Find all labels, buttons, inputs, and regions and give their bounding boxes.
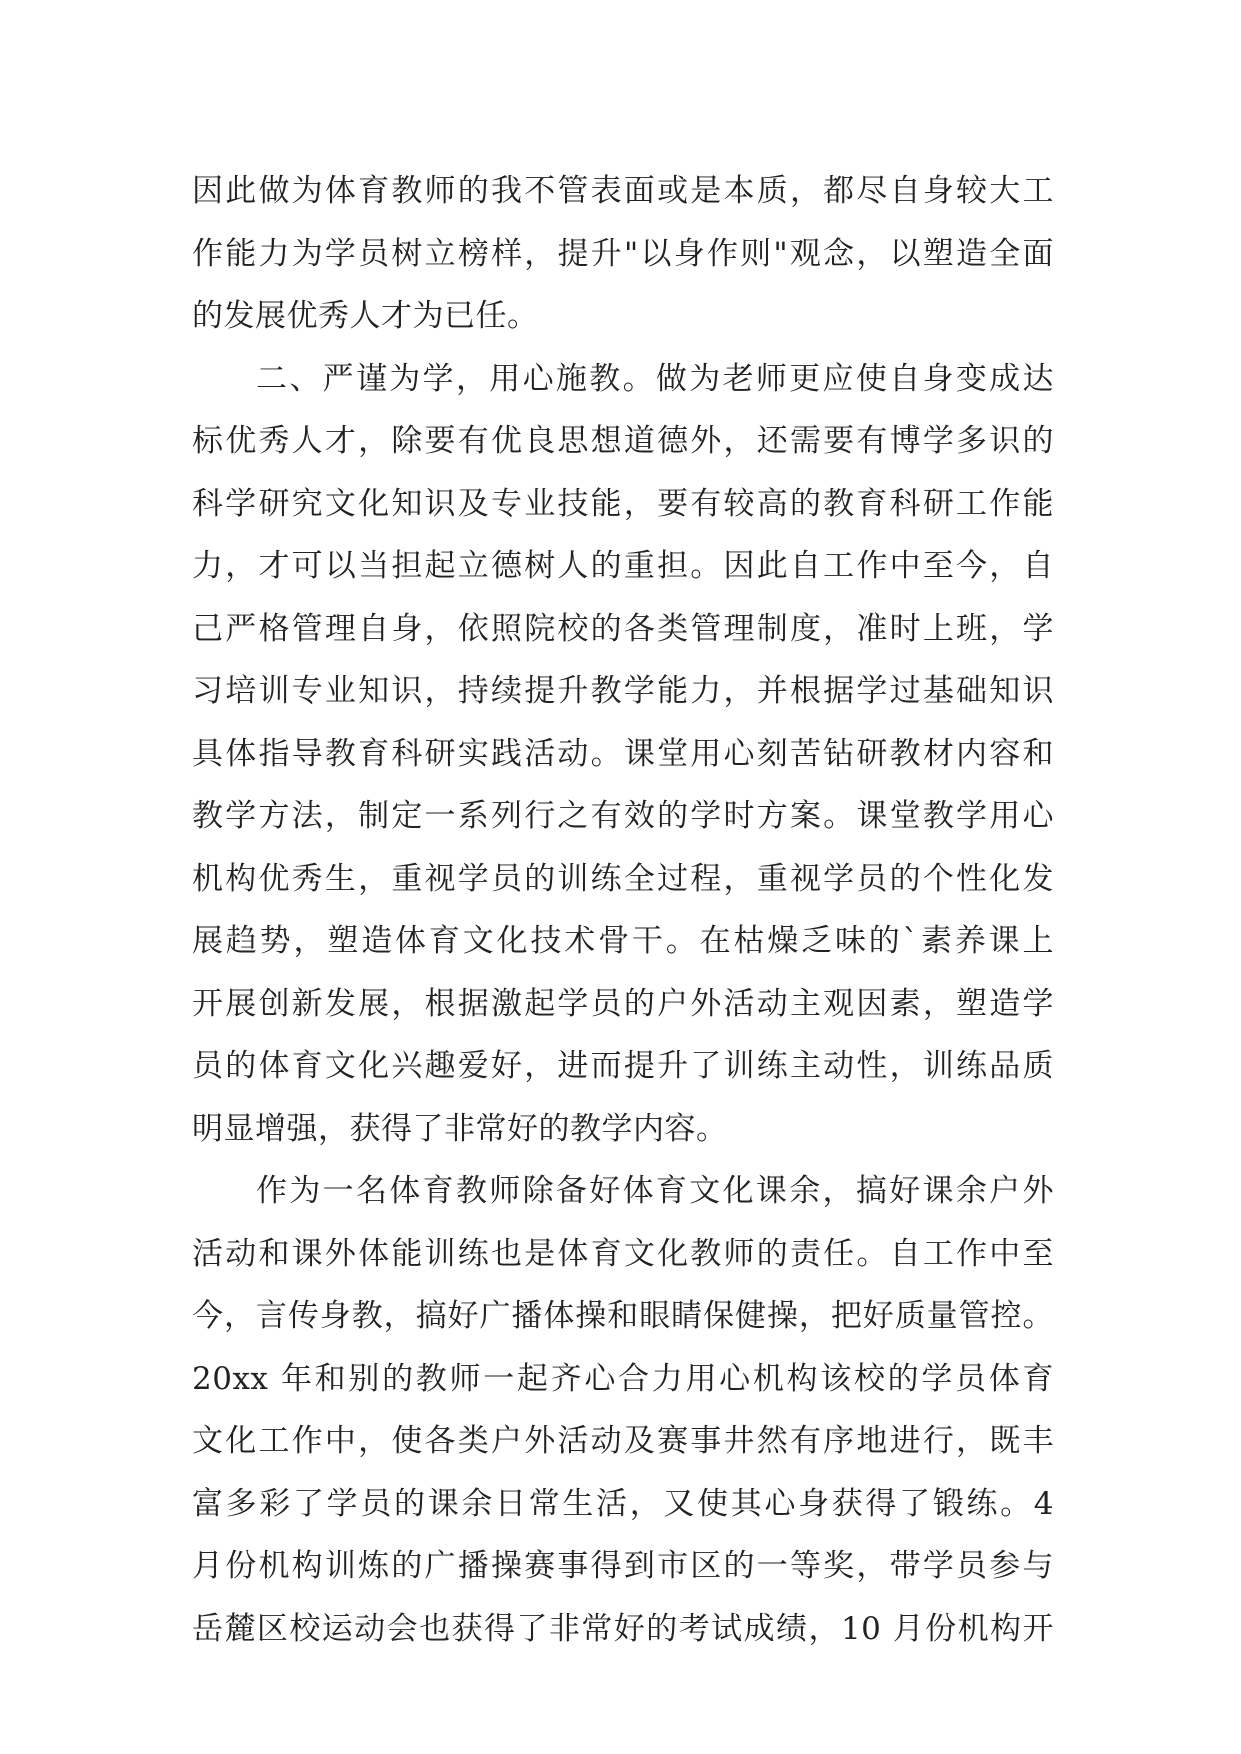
text-line: 己严格管理自身，依照院校的各类管理制度，准时上班，学	[192, 610, 1054, 647]
text-line: 岳麓区校运动会也获得了非常好的考试成绩，10 月份机构开	[192, 1610, 1054, 1647]
text-line: 今，言传身教，搞好广播体操和眼睛保健操，把好质量管控。	[192, 1298, 1054, 1334]
text-line: 明显增强，获得了非常好的教学内容。	[192, 1110, 728, 1147]
text-line: 标优秀人才，除要有优良思想道德外，还需要有博学多识的	[192, 423, 1054, 459]
text-line: 员的体育文化兴趣爱好，进而提升了训练主动性，训练品质	[192, 1048, 1054, 1084]
document-body	[192, 160, 1054, 1660]
text-line: 富多彩了学员的课余日常生活，又使其心身获得了锻练。4	[192, 1485, 1054, 1522]
text-line: 的发展优秀人才为已任。	[192, 298, 539, 334]
text-line: 机构优秀生，重视学员的训练全过程，重视学员的个性化发	[192, 860, 1054, 897]
text-line: 文化工作中，使各类户外活动及赛事井然有序地进行，既丰	[192, 1423, 1054, 1459]
text-line: 开展创新发展，根据激起学员的户外活动主观因素，塑造学	[192, 985, 1054, 1022]
text-line: 教学方法，制定一系列行之有效的学时方案。课堂教学用心	[192, 798, 1054, 834]
text-line: 活动和课外体能训练也是体育文化教师的责任。自工作中至	[192, 1235, 1054, 1272]
text-line: 作能力为学员树立榜样，提升"以身作则"观念，以塑造全面	[192, 235, 1054, 272]
text-line: 习培训专业知识，持续提升教学能力，并根据学过基础知识	[192, 673, 1054, 709]
text-line: 月份机构训炼的广播操赛事得到市区的一等奖，带学员参与	[192, 1548, 1054, 1584]
text-line: 力，才可以当担起立德树人的重担。因此自工作中至今，自	[192, 548, 1054, 584]
text-line: 科学研究文化知识及专业技能，要有较高的教育科研工作能	[192, 485, 1054, 522]
text-line: 因此做为体育教师的我不管表面或是本质，都尽自身较大工	[192, 173, 1054, 209]
text-line: 展趋势，塑造体育文化技术骨干。在枯燥乏味的`素养课上	[192, 923, 1054, 959]
paragraph-start-line: 二、严谨为学，用心施教。做为老师更应使自身变成达	[256, 360, 1054, 397]
text-line: 20xx 年和别的教师一起齐心合力用心机构该校的学员体育	[192, 1360, 1054, 1397]
text-line: 具体指导教育科研实践活动。课堂用心刻苦钻研教材内容和	[192, 735, 1054, 772]
paragraph-start-line: 作为一名体育教师除备好体育文化课余，搞好课余户外	[256, 1173, 1054, 1209]
